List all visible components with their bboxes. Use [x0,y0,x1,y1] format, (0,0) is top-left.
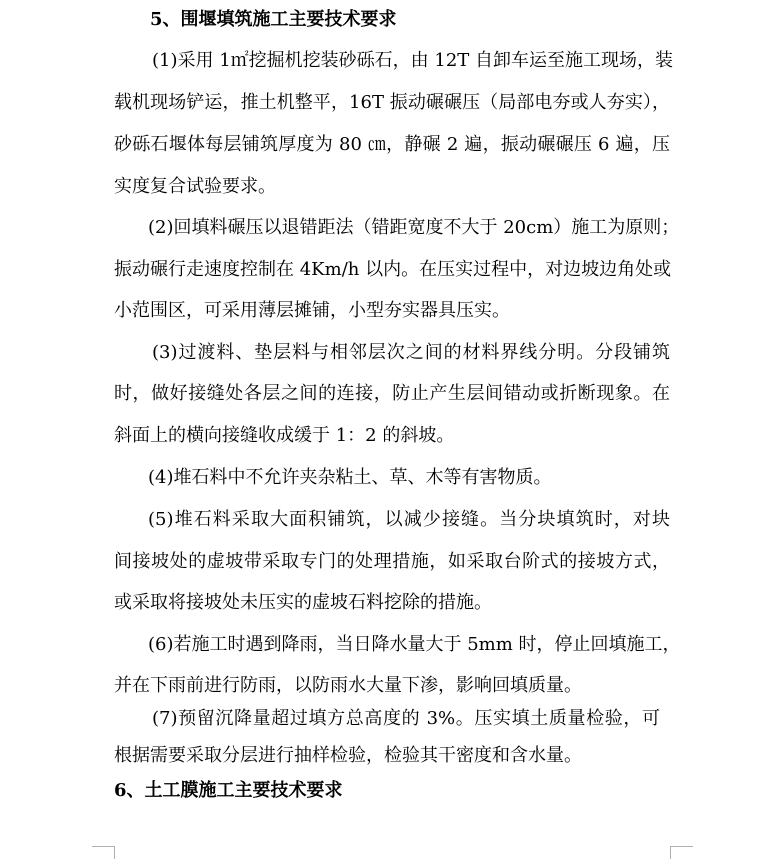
para1-line4: 实度复合试验要求。 [114,176,276,197]
para6-line1: (6)若施工时遇到降雨，当日降水量大于 5mm 时，停止回填施工， [148,634,681,655]
section-heading-5: 5、围堰填筑施工主要技术要求 [150,9,397,30]
para1-line1: (1)采用 1㎡挖掘机挖装砂砾石，由 12T 自卸车运至施工现场，装 [152,50,674,71]
para2-line3: 小范围区，可采用薄层摊铺，小型夯实器具压实。 [114,300,510,321]
para7-line1: (7)预留沉降量超过填方总高度的 3%。压实填土质量检验，可 [152,708,660,729]
page-margin-corner-left [92,846,115,859]
para4-line1: (4)堆石料中不允许夹杂粘土、草、木等有害物质。 [148,467,552,488]
para5-line2: 间接坡处的虚坡带采取专门的处理措施，如采取台阶式的接坡方式， [114,551,670,572]
para5-line3: 或采取将接坡处未压实的虚坡石料挖除的措施。 [114,592,492,613]
para2-line1: (2)回填料碾压以退错距法（错距宽度不大于 20cm）施工为原则； [148,217,680,238]
para7-line2: 根据需要采取分层进行抽样检验，检验其干密度和含水量。 [114,745,582,766]
para6-line2: 并在下雨前进行防雨，以防雨水大量下渗，影响回填质量。 [114,675,582,696]
para1-line2: 载机现场铲运，推土机整平，16T 振动碾碾压（局部电夯或人夯实）， [114,92,670,113]
para1-line3: 砂砾石堰体每层铺筑厚度为 80 ㎝，静碾 2 遍，振动碾碾压 6 遍，压 [114,134,670,155]
para3-line2: 时，做好接缝处各层之间的连接，防止产生层间错动或折断现象。在 [114,383,670,404]
page-margin-corner-right [670,846,693,859]
section-heading-6: 6、土工膜施工主要技术要求 [114,780,343,801]
para3-line1: (3)过渡料、垫层料与相邻层次之间的材料界线分明。分段铺筑 [152,342,670,363]
para2-line2: 振动碾行走速度控制在 4Km/h 以内。在压实过程中，对边坡边角处或 [114,259,672,280]
para5-line1: (5)堆石料采取大面积铺筑，以减少接缝。当分块填筑时，对块 [148,509,670,530]
para3-line3: 斜面上的横向接缝收成缓于 1：2 的斜坡。 [114,425,455,446]
